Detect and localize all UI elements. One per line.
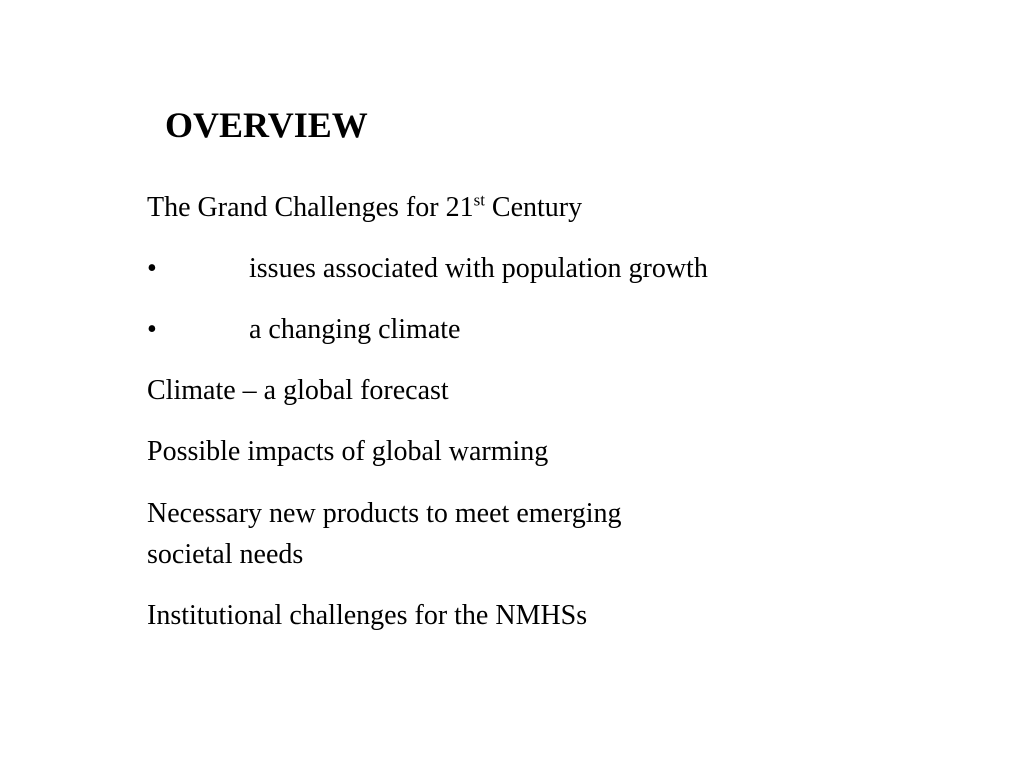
intro-suffix: Century: [484, 192, 583, 223]
intro-line: [147, 188, 582, 228]
item-institutional-challenges: Institutional challenges for the NMHSs: [147, 600, 588, 631]
bullet-changing-climate: [147, 310, 847, 350]
bullet-text: a changing climate: [249, 314, 461, 345]
slide-title: OVERVIEW: [165, 105, 368, 145]
item-new-products-line-1: Necessary new products to meet emerging: [147, 498, 622, 529]
item-new-products-line-2: societal needs: [147, 539, 304, 570]
intro-prefix: The Grand Challenges for 21: [147, 192, 474, 223]
bullet-mark: •: [147, 253, 157, 284]
bullet-text: issues associated with population growth: [249, 253, 708, 284]
bullet-mark: •: [147, 314, 157, 345]
bullet-population-growth: [147, 249, 847, 289]
item-global-warming-impacts: Possible impacts of global warming: [147, 436, 549, 467]
item-climate-forecast: Climate – a global forecast: [147, 375, 449, 406]
intro-superscript: st: [473, 190, 485, 210]
